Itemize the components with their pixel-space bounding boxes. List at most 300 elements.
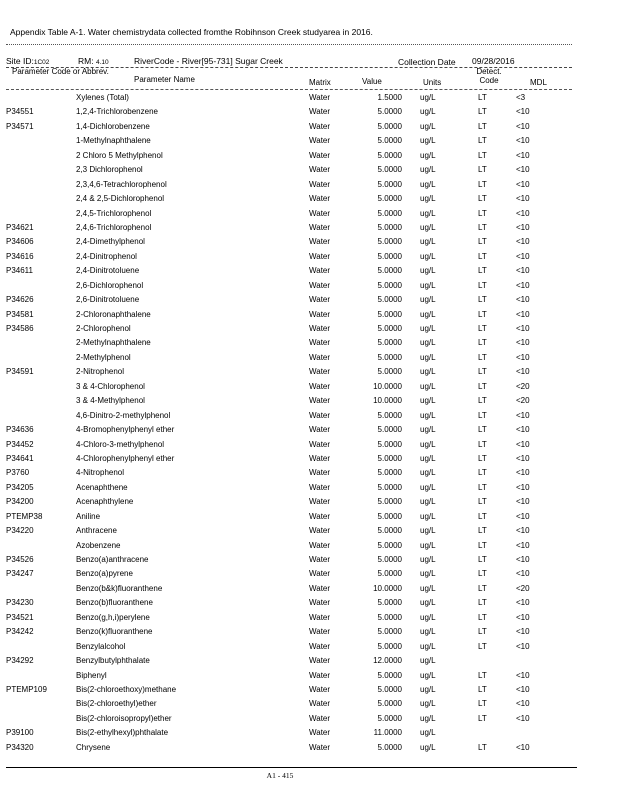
detect-code-cell: LT [478,251,487,261]
table-row [0,554,618,568]
matrix-cell: Water [309,136,331,146]
param-name-cell: 2,4-Dimethylphenol [76,237,145,247]
value-cell: 5.0000 [377,511,402,521]
matrix-cell: Water [309,194,331,204]
param-name-cell: Benzo(g,h,i)perylene [76,612,150,622]
detect-code-cell: LT [478,468,487,478]
value-cell: 5.0000 [377,439,402,449]
table-row [0,698,618,712]
param-code-cell: PTEMP109 [6,684,47,694]
table-row [0,482,618,496]
param-name-cell: 2,4,5-Trichlorophenol [76,208,152,218]
value-cell: 10.0000 [373,396,402,406]
units-cell: ug/L [420,324,436,333]
value-cell: 5.0000 [377,121,402,131]
matrix-cell: Water [309,309,331,319]
units-cell: ug/L [420,439,436,449]
detect-code-cell: LT [478,324,487,333]
matrix-cell: Water [309,627,331,637]
param-name-cell: 4-Chlorophenylphenyl ether [76,453,175,463]
mdl-cell: <10 [516,179,530,189]
table-row [0,236,618,250]
value-cell: 5.0000 [377,598,402,608]
table-row [0,92,618,106]
param-code-cell: P34521 [6,612,34,622]
table-row [0,265,618,279]
column-header-mdl: MDL [530,78,547,87]
param-name-cell: Acenaphthylene [76,497,134,507]
table-row [0,294,618,308]
value-cell: 5.0000 [377,352,402,362]
units-cell: ug/L [420,295,436,305]
mdl-cell: <10 [516,742,530,752]
mdl-cell: <10 [516,627,530,637]
value-cell: 5.0000 [377,324,402,333]
table-row [0,727,618,741]
table-row [0,208,618,222]
value-cell: 1.5000 [377,93,402,102]
matrix-cell: Water [309,482,331,492]
units-cell: ug/L [420,540,436,550]
detect-code-cell: LT [478,107,487,117]
table-row [0,280,618,294]
matrix-cell: Water [309,251,331,261]
mdl-cell: <10 [516,468,530,478]
table-row [0,597,618,611]
value-cell: 5.0000 [377,684,402,694]
param-code-cell: P34551 [6,107,34,117]
param-name-cell: Acenaphthene [76,482,128,492]
units-cell: ug/L [420,699,436,709]
detect-code-cell: LT [478,540,487,550]
units-cell: ug/L [420,266,436,276]
matrix-cell: Water [309,208,331,218]
units-cell: ug/L [420,684,436,694]
table-row [0,467,618,481]
value-cell: 5.0000 [377,367,402,377]
param-name-cell: Bis(2-chloroethyl)ether [76,699,157,709]
table-row [0,135,618,149]
detect-code-cell: LT [478,93,487,102]
param-name-cell: Azobenzene [76,540,121,550]
param-name-cell: 2-Chlorophenol [76,324,131,333]
table-row [0,453,618,467]
param-name-cell: 4,6-Dinitro-2-methylphenol [76,410,171,420]
table-row [0,511,618,525]
matrix-cell: Water [309,713,331,723]
value-cell: 5.0000 [377,179,402,189]
param-code-cell: P34591 [6,367,34,377]
detect-code-cell: LT [478,179,487,189]
param-name-cell: Benzylalcohol [76,641,126,651]
param-code-cell: P34230 [6,598,34,608]
units-cell: ug/L [420,381,436,391]
mdl-cell: <10 [516,410,530,420]
matrix-cell: Water [309,742,331,752]
param-name-cell: 2-Methylphenol [76,352,131,362]
units-cell: ug/L [420,179,436,189]
matrix-cell: Water [309,728,331,738]
units-cell: ug/L [420,555,436,564]
table-row [0,583,618,597]
param-name-cell: Xylenes (Total) [76,93,129,102]
matrix-cell: Water [309,583,331,593]
detect-code-cell: LT [478,612,487,622]
matrix-cell: Water [309,179,331,189]
rm-label: RM: [78,56,94,66]
value-cell: 5.0000 [377,453,402,463]
param-code-cell: P34205 [6,482,34,492]
units-cell: ug/L [420,237,436,247]
mdl-cell: <20 [516,583,530,593]
param-code-cell: P34571 [6,121,34,131]
param-name-cell: 2,4,6-Trichlorophenol [76,222,152,232]
detect-code-cell: LT [478,295,487,305]
river-mile [78,56,109,66]
value-cell: 5.0000 [377,425,402,435]
value-cell: 5.0000 [377,107,402,117]
table-row [0,641,618,655]
detect-code-cell: LT [478,713,487,723]
units-cell: ug/L [420,728,436,738]
detect-code-cell: LT [478,165,487,175]
detect-code-cell: LT [478,569,487,579]
detect-code-cell: LT [478,237,487,247]
table-row [0,150,618,164]
value-cell: 5.0000 [377,266,402,276]
matrix-cell: Water [309,352,331,362]
param-code-cell: P34636 [6,425,34,435]
param-name-cell: Biphenyl [76,670,107,680]
detect-code-cell: LT [478,266,487,276]
mdl-cell: <10 [516,136,530,146]
column-header-name: Parameter Name [134,75,195,84]
param-name-cell: 1-Methylnaphthalene [76,136,151,146]
matrix-cell: Water [309,468,331,478]
param-code-cell: P34581 [6,309,34,319]
table-row [0,410,618,424]
matrix-cell: Water [309,150,331,160]
value-cell: 5.0000 [377,641,402,651]
table-row [0,352,618,366]
value-cell: 5.0000 [377,742,402,752]
matrix-cell: Water [309,699,331,709]
matrix-cell: Water [309,121,331,131]
matrix-cell: Water [309,569,331,579]
mdl-cell: <10 [516,670,530,680]
detect-code-cell: LT [478,742,487,752]
matrix-cell: Water [309,511,331,521]
param-name-cell: Benzylbutylphthalate [76,656,150,666]
mdl-cell: <10 [516,713,530,723]
mdl-cell: <10 [516,641,530,651]
value-cell: 5.0000 [377,482,402,492]
units-cell: ug/L [420,598,436,608]
river-code: RiverCode - River[95-731] Sugar Creek [134,56,283,66]
table-row [0,612,618,626]
param-code-cell: PTEMP38 [6,511,43,521]
mdl-cell: <10 [516,150,530,160]
units-cell: ug/L [420,396,436,406]
units-cell: ug/L [420,136,436,146]
param-name-cell: Chrysene [76,742,111,752]
table-row [0,337,618,351]
units-cell: ug/L [420,627,436,637]
mdl-cell: <10 [516,280,530,290]
column-header-value: Value [362,77,382,86]
units-cell: ug/L [420,309,436,319]
value-cell: 5.0000 [377,237,402,247]
param-name-cell: 2-Methylnaphthalene [76,338,151,348]
value-cell: 5.0000 [377,165,402,175]
detect-code-cell: LT [478,699,487,709]
value-cell: 12.0000 [373,656,402,666]
param-code-cell: P34200 [6,497,34,507]
value-cell: 5.0000 [377,208,402,218]
value-cell: 5.0000 [377,526,402,536]
mdl-cell: <10 [516,121,530,131]
site-id-value: 1C02 [33,59,50,66]
mdl-cell: <10 [516,194,530,204]
units-cell: ug/L [420,526,436,536]
detect-code-cell: LT [478,598,487,608]
param-code-cell: P34621 [6,222,34,232]
units-cell: ug/L [420,468,436,478]
site-id-label: Site ID: [6,56,34,66]
table-row [0,525,618,539]
param-name-cell: 2-Chloronaphthalene [76,309,151,319]
mdl-cell: <10 [516,598,530,608]
value-cell: 5.0000 [377,569,402,579]
mdl-cell: <10 [516,684,530,694]
mdl-cell: <10 [516,295,530,305]
mdl-cell: <10 [516,511,530,521]
param-code-cell: P34320 [6,742,34,752]
detect-code-cell: LT [478,482,487,492]
mdl-cell: <10 [516,540,530,550]
column-header-code: Parameter Code or Abbrev. [12,67,109,76]
value-cell: 11.0000 [373,728,402,738]
matrix-cell: Water [309,338,331,348]
table-row [0,323,618,337]
table-row [0,540,618,554]
detect-code-cell: LT [478,396,487,406]
units-cell: ug/L [420,222,436,232]
detect-code-cell: LT [478,381,487,391]
detect-code-cell: LT [478,583,487,593]
mdl-cell: <10 [516,497,530,507]
table-row [0,179,618,193]
units-cell: ug/L [420,569,436,579]
page-number: A1 - 415 [266,771,294,780]
matrix-cell: Water [309,381,331,391]
column-header-matrix: Matrix [309,78,331,87]
param-name-cell: 4-Chloro-3-methylphenol [76,439,165,449]
detect-code-cell: LT [478,410,487,420]
matrix-cell: Water [309,295,331,305]
mdl-cell: <10 [516,338,530,348]
matrix-cell: Water [309,165,331,175]
mdl-cell: <10 [516,482,530,492]
matrix-cell: Water [309,367,331,377]
param-code-cell: P34586 [6,324,34,333]
param-code-cell: P34452 [6,439,34,449]
value-cell: 5.0000 [377,309,402,319]
param-name-cell: 3 & 4-Methylphenol [76,396,145,406]
matrix-cell: Water [309,540,331,550]
value-cell: 5.0000 [377,612,402,622]
detect-code-cell: LT [478,670,487,680]
mdl-cell: <10 [516,367,530,377]
rm-value: 4.10 [95,59,109,66]
collection-date-value: 09/28/2016 [472,56,515,66]
units-cell: ug/L [420,165,436,175]
matrix-cell: Water [309,684,331,694]
table-row [0,655,618,669]
param-name-cell: Benzo(a)pyrene [76,569,133,579]
value-cell: 5.0000 [377,251,402,261]
matrix-cell: Water [309,641,331,651]
detect-code-cell: LT [478,511,487,521]
mdl-cell: <10 [516,555,530,564]
matrix-cell: Water [309,107,331,117]
param-name-cell: Anthracene [76,526,117,536]
detect-code-cell: LT [478,641,487,651]
param-name-cell: 4-Nitrophenol [76,468,125,478]
mdl-cell: <10 [516,107,530,117]
mdl-cell: <10 [516,237,530,247]
value-cell: 5.0000 [377,497,402,507]
mdl-cell: <10 [516,309,530,319]
matrix-cell: Water [309,222,331,232]
param-code-cell: P34611 [6,266,33,276]
units-cell: ug/L [420,511,436,521]
detect-code-cell: LT [478,222,487,232]
value-cell: 5.0000 [377,410,402,420]
table-row [0,713,618,727]
matrix-cell: Water [309,439,331,449]
param-name-cell: 2-Nitrophenol [76,367,125,377]
matrix-cell: Water [309,266,331,276]
units-cell: ug/L [420,280,436,290]
param-name-cell: 2,3 Dichlorophenol [76,165,143,175]
value-cell: 5.0000 [377,555,402,564]
mdl-cell: <3 [516,93,526,102]
value-cell: 5.0000 [377,136,402,146]
mdl-cell: <10 [516,324,530,333]
param-name-cell: 1,2,4-Trichlorobenzene [76,107,158,117]
detect-code-cell: LT [478,526,487,536]
param-name-cell: 2,3,4,6-Tetrachlorophenol [76,179,167,189]
units-cell: ug/L [420,497,436,507]
param-code-cell: P34616 [6,251,34,261]
detect-code-cell: LT [478,280,487,290]
value-cell: 5.0000 [377,468,402,478]
units-cell: ug/L [420,656,436,666]
matrix-cell: Water [309,598,331,608]
table-row [0,106,618,120]
table-row [0,670,618,684]
param-code-cell: P34247 [6,569,34,579]
units-cell: ug/L [420,641,436,651]
param-name-cell: 2,6-Dinitrotoluene [76,295,140,305]
units-cell: ug/L [420,367,436,377]
mdl-cell: <10 [516,453,530,463]
mdl-cell: <20 [516,396,530,406]
units-cell: ug/L [420,251,436,261]
param-name-cell: Bis(2-chloroethoxy)methane [76,684,177,694]
param-name-cell: Benzo(a)anthracene [76,555,149,564]
value-cell: 5.0000 [377,670,402,680]
value-cell: 5.0000 [377,295,402,305]
units-cell: ug/L [420,208,436,218]
detect-code-cell: LT [478,555,487,564]
table-row [0,684,618,698]
units-cell: ug/L [420,670,436,680]
param-name-cell: Benzo(b&k)fluoranthene [76,583,163,593]
table-row [0,164,618,178]
units-cell: ug/L [420,410,436,420]
detect-code-cell: LT [478,121,487,131]
table-row [0,251,618,265]
units-cell: ug/L [420,425,436,435]
matrix-cell: Water [309,93,331,102]
matrix-cell: Water [309,425,331,435]
value-cell: 5.0000 [377,699,402,709]
mdl-cell: <10 [516,439,530,449]
param-name-cell: 1,4-Dichlorobenzene [76,121,150,131]
param-name-cell: 2 Chloro 5 Methylphenol [76,150,163,160]
table-row [0,309,618,323]
param-code-cell: P34641 [6,453,34,463]
table-row [0,381,618,395]
matrix-cell: Water [309,280,331,290]
mdl-cell: <10 [516,222,530,232]
site-id [6,56,49,66]
matrix-cell: Water [309,324,331,333]
matrix-cell: Water [309,656,331,666]
value-cell: 5.0000 [377,222,402,232]
units-cell: ug/L [420,453,436,463]
column-header-units: Units [423,78,442,87]
param-code-cell: P34292 [6,656,34,666]
units-cell: ug/L [420,612,436,622]
table-row [0,626,618,640]
units-cell: ug/L [420,482,436,492]
units-cell: ug/L [420,338,436,348]
mdl-cell: <10 [516,208,530,218]
value-cell: 5.0000 [377,540,402,550]
param-name-cell: 2,4 & 2,5-Dichlorophenol [76,194,165,204]
value-cell: 5.0000 [377,194,402,204]
footer-rule [6,767,577,768]
param-name-cell: Bis(2-chloroisopropyl)ether [76,713,172,723]
detect-code-cell: LT [478,352,487,362]
units-cell: ug/L [420,583,436,593]
table-row [0,121,618,135]
param-code-cell: P34220 [6,526,34,536]
param-name-cell: Aniline [76,511,101,521]
mdl-cell: <10 [516,569,530,579]
param-code-cell: P34606 [6,237,34,247]
mdl-cell: <10 [516,526,530,536]
param-name-cell: Benzo(b)fluoranthene [76,598,153,608]
mdl-cell: <10 [516,352,530,362]
mdl-cell: <20 [516,381,530,391]
detect-code-cell: LT [478,208,487,218]
param-name-cell: 3 & 4-Chlorophenol [76,381,145,391]
table-row [0,439,618,453]
